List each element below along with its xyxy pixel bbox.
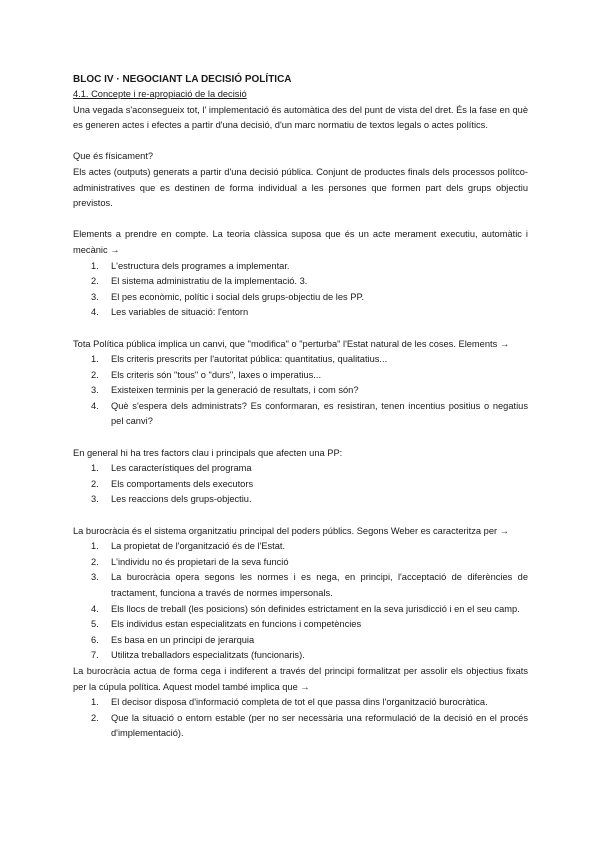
list-item: 3. El pes econòmic, polític i social dels grups-objectiu de les PP. — [91, 291, 365, 302]
list-item: 3. Les reaccions dels grups-objectiu. — [91, 494, 252, 505]
question-heading: Que és físicament? — [73, 151, 154, 162]
change-list — [73, 352, 528, 430]
list-item: 2. L'individu no és propietari de la seva funció — [91, 556, 289, 567]
list-item: 2. Els comportaments dels executors — [91, 478, 254, 489]
elements-list — [73, 259, 528, 321]
document-title: BLOC IV · NEGOCIANT LA DECISIÓ POLÍTICA — [73, 74, 292, 85]
document-page — [73, 73, 528, 742]
list-item: 7. Utilitza treballadors especialitzats (funcionaris). — [91, 650, 305, 661]
list-item: 1. L'estructura dels programes a implementar. — [91, 260, 290, 271]
section-subtitle: 4.1. Concepte i re-apropiació de la decisió — [73, 89, 247, 99]
list-item: 4. Els llocs de treball (les posicions) són definides estrictament en la seva jurisdicció i en el seu camp. — [91, 603, 520, 614]
list-item: 3. La burocràcia opera segons les normes i es nega, en principi, l'acceptació de diferències de tractament, funciona a través de normes impersonals. — [91, 572, 528, 598]
question-answer: Els actes (outputs) generats a partir d'una decisió pública. Conjunt de productes finals dels processos polítco-administratives que es destinen de forma individual a les persones que formen part dels grups objectiu previstos. — [73, 166, 528, 209]
list-item: 2. Que la situació o entorn estable (per no ser necessària una reformulació de la decisió en el procés d'implementació). — [91, 712, 528, 739]
bureaucracy-paragraph: La burocràcia actua de forma cega i indiferent a través del principi formalitzat per assolir els objectius fixats per la cúpula política. Aquest model també implica que → — [73, 665, 528, 692]
elements-intro: Elements a prendre en compte. La teoria clàssica suposa que és un acte merament executiu, automàtic i mecànic → — [73, 229, 528, 255]
weber-list — [73, 539, 528, 664]
list-item: 4. Les variables de situació: l'entorn — [91, 307, 249, 318]
list-item: 3. Existeixen terminis per la generació de resultats, i com són? — [91, 385, 359, 396]
list-item: 6. Es basa en un principi de jerarquia — [91, 634, 255, 645]
list-item: 1. El decisor disposa d'informació completa de tot el que passa dins l'organització burocràtica. — [91, 697, 488, 708]
list-item: 1. La propietat de l'organització és de l'Estat. — [91, 541, 286, 552]
bureaucracy-list — [73, 695, 528, 742]
intro-paragraph: Una vegada s'aconsegueix tot, l' implementació és automàtica des del punt de vista del dret. És la fase en què es generen actes i efectes a partir d'una decisió, d'un marc normatiu de textos legals o actes polítics. — [73, 104, 528, 131]
list-item: 1. Les característiques del programa — [91, 463, 252, 474]
list-item: 2. El sistema administratiu de la implementació. 3. — [91, 276, 308, 287]
list-item: 1. Els criteris prescrits per l'autoritat pública: quantitatius, qualitatius... — [91, 354, 388, 365]
factors-list — [73, 461, 528, 508]
list-item: 4. Què s'espera dels administrats? Es conformaran, es resistiran, tenen incentius positius o negatius pel canvi? — [91, 400, 528, 427]
list-item: 2. Els criteris són "tous" o "durs", laxes o imperatius... — [91, 369, 322, 380]
list-item: 5. Els individus estan especialitzats en funcions i competències — [91, 619, 362, 630]
factors-intro: En general hi ha tres factors clau i principals que afecten una PP: — [73, 447, 343, 458]
change-intro: Tota Política pública implica un canvi, que "modifica" o "perturba" l'Estat natural de les coses. Elements → — [73, 338, 510, 349]
weber-intro: La burocràcia és el sistema organitzatiu principal del poders públics. Segons Weber es caracteritza per → — [73, 525, 509, 536]
